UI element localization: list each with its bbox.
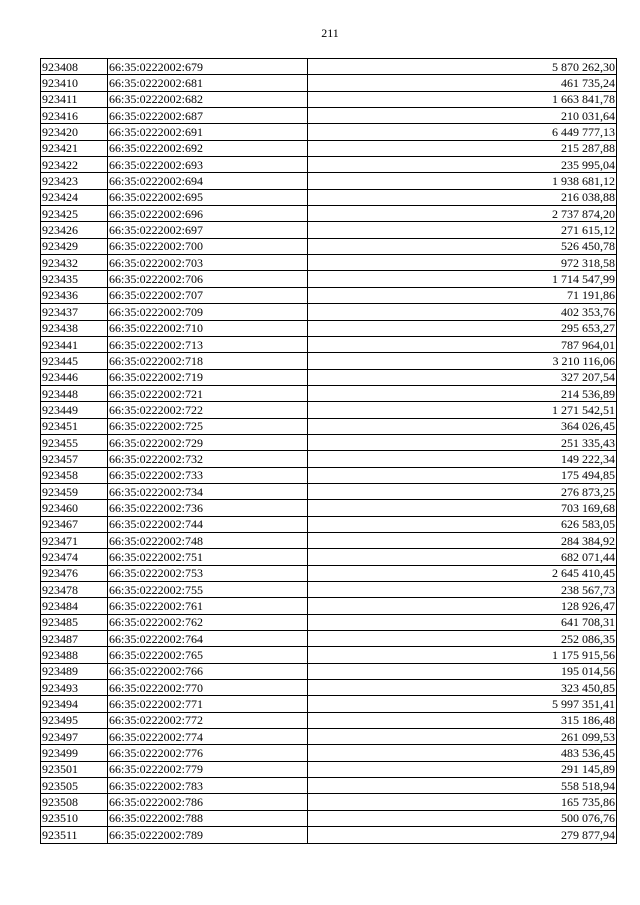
- cadastral-number-cell: 66:35:0222002:762: [108, 614, 308, 630]
- cadastral-number-cell: 66:35:0222002:771: [108, 696, 308, 712]
- value-cell: 216 038,88: [308, 189, 617, 205]
- value-cell: 6 449 777,13: [308, 124, 617, 140]
- table-row: [41, 647, 617, 663]
- row-id-cell: 923508: [41, 794, 108, 810]
- table-row: [41, 712, 617, 728]
- cadastral-number-cell: 66:35:0222002:687: [108, 108, 308, 124]
- value-cell: 500 076,76: [308, 810, 617, 826]
- value-cell: 327 207,54: [308, 369, 617, 385]
- row-id-cell: 923471: [41, 532, 108, 548]
- table-row: [41, 91, 617, 107]
- table-row: [41, 663, 617, 679]
- row-id-cell: 923451: [41, 418, 108, 434]
- row-id-cell: 923488: [41, 647, 108, 663]
- value-cell: 2 645 410,45: [308, 565, 617, 581]
- row-id-cell: 923511: [41, 827, 108, 843]
- table-row: [41, 140, 617, 156]
- cadastral-number-cell: 66:35:0222002:700: [108, 238, 308, 254]
- value-cell: 1 175 915,56: [308, 647, 617, 663]
- row-id-cell: 923422: [41, 157, 108, 173]
- table-row: [41, 369, 617, 385]
- cadastral-number-cell: 66:35:0222002:710: [108, 320, 308, 336]
- cadastral-number-cell: 66:35:0222002:770: [108, 680, 308, 696]
- table-row: [41, 434, 617, 450]
- table-row: [41, 124, 617, 140]
- value-cell: 1 714 547,99: [308, 271, 617, 287]
- value-cell: 149 222,34: [308, 451, 617, 467]
- value-cell: 3 210 116,06: [308, 353, 617, 369]
- row-id-cell: 923505: [41, 778, 108, 794]
- row-id-cell: 923448: [41, 385, 108, 401]
- value-cell: 483 536,45: [308, 745, 617, 761]
- table-row: [41, 206, 617, 222]
- cadastral-number-cell: 66:35:0222002:681: [108, 75, 308, 91]
- value-cell: 461 735,24: [308, 75, 617, 91]
- cadastral-number-cell: 66:35:0222002:736: [108, 500, 308, 516]
- value-cell: 972 318,58: [308, 255, 617, 271]
- row-id-cell: 923436: [41, 287, 108, 303]
- cadastral-number-cell: 66:35:0222002:713: [108, 336, 308, 352]
- table-row: [41, 467, 617, 483]
- row-id-cell: 923455: [41, 434, 108, 450]
- row-id-cell: 923420: [41, 124, 108, 140]
- cadastral-number-cell: 66:35:0222002:692: [108, 140, 308, 156]
- cadastral-number-cell: 66:35:0222002:729: [108, 434, 308, 450]
- row-id-cell: 923485: [41, 614, 108, 630]
- value-cell: 787 964,01: [308, 336, 617, 352]
- value-cell: 364 026,45: [308, 418, 617, 434]
- table-row: [41, 614, 617, 630]
- cadastral-number-cell: 66:35:0222002:706: [108, 271, 308, 287]
- table-row: [41, 353, 617, 369]
- value-cell: 703 169,68: [308, 500, 617, 516]
- row-id-cell: 923474: [41, 549, 108, 565]
- cadastral-number-cell: 66:35:0222002:691: [108, 124, 308, 140]
- value-cell: 175 494,85: [308, 467, 617, 483]
- value-cell: 238 567,73: [308, 582, 617, 598]
- value-cell: 5 870 262,30: [308, 59, 617, 75]
- value-cell: 235 995,04: [308, 157, 617, 173]
- value-cell: 214 536,89: [308, 385, 617, 401]
- cadastral-number-cell: 66:35:0222002:707: [108, 287, 308, 303]
- table-row: [41, 271, 617, 287]
- table-row: [41, 222, 617, 238]
- table-row: [41, 304, 617, 320]
- table-row: [41, 745, 617, 761]
- row-id-cell: 923425: [41, 206, 108, 222]
- cadastral-number-cell: 66:35:0222002:776: [108, 745, 308, 761]
- value-cell: 71 191,86: [308, 287, 617, 303]
- row-id-cell: 923489: [41, 663, 108, 679]
- table-row: [41, 238, 617, 254]
- value-cell: 526 450,78: [308, 238, 617, 254]
- cadastral-number-cell: 66:35:0222002:761: [108, 598, 308, 614]
- value-cell: 295 653,27: [308, 320, 617, 336]
- value-cell: 5 997 351,41: [308, 696, 617, 712]
- cadastral-number-cell: 66:35:0222002:751: [108, 549, 308, 565]
- table-row: [41, 532, 617, 548]
- value-cell: 291 145,89: [308, 761, 617, 777]
- table-row: [41, 336, 617, 352]
- table-row: [41, 565, 617, 581]
- table-row: [41, 810, 617, 826]
- table-row: [41, 680, 617, 696]
- row-id-cell: 923449: [41, 402, 108, 418]
- row-id-cell: 923478: [41, 582, 108, 598]
- table-body: [41, 59, 617, 844]
- value-cell: 284 384,92: [308, 532, 617, 548]
- cadastral-number-cell: 66:35:0222002:755: [108, 582, 308, 598]
- row-id-cell: 923459: [41, 483, 108, 499]
- value-cell: 165 735,86: [308, 794, 617, 810]
- value-cell: 1 663 841,78: [308, 91, 617, 107]
- table-row: [41, 483, 617, 499]
- row-id-cell: 923437: [41, 304, 108, 320]
- row-id-cell: 923421: [41, 140, 108, 156]
- value-cell: 279 877,94: [308, 827, 617, 843]
- cadastral-number-cell: 66:35:0222002:732: [108, 451, 308, 467]
- row-id-cell: 923445: [41, 353, 108, 369]
- value-cell: 128 926,47: [308, 598, 617, 614]
- cadastral-number-cell: 66:35:0222002:694: [108, 173, 308, 189]
- cadastral-number-cell: 66:35:0222002:764: [108, 631, 308, 647]
- row-id-cell: 923497: [41, 729, 108, 745]
- table-row: [41, 59, 617, 75]
- value-cell: 323 450,85: [308, 680, 617, 696]
- row-id-cell: 923429: [41, 238, 108, 254]
- cadastral-number-cell: 66:35:0222002:719: [108, 369, 308, 385]
- cadastral-number-cell: 66:35:0222002:722: [108, 402, 308, 418]
- value-cell: 195 014,56: [308, 663, 617, 679]
- table-row: [41, 451, 617, 467]
- value-cell: 558 518,94: [308, 778, 617, 794]
- cadastral-number-cell: 66:35:0222002:788: [108, 810, 308, 826]
- cadastral-number-cell: 66:35:0222002:725: [108, 418, 308, 434]
- row-id-cell: 923493: [41, 680, 108, 696]
- row-id-cell: 923467: [41, 516, 108, 532]
- table-row: [41, 108, 617, 124]
- table-row: [41, 173, 617, 189]
- row-id-cell: 923435: [41, 271, 108, 287]
- cadastral-number-cell: 66:35:0222002:695: [108, 189, 308, 205]
- table-row: [41, 189, 617, 205]
- cadastral-number-cell: 66:35:0222002:744: [108, 516, 308, 532]
- table-row: [41, 761, 617, 777]
- row-id-cell: 923416: [41, 108, 108, 124]
- row-id-cell: 923476: [41, 565, 108, 581]
- page-number: 211: [321, 26, 339, 40]
- cadastral-number-cell: 66:35:0222002:734: [108, 483, 308, 499]
- cadastral-number-cell: 66:35:0222002:721: [108, 385, 308, 401]
- cadastral-number-cell: 66:35:0222002:679: [108, 59, 308, 75]
- data-table: [40, 58, 617, 844]
- table-row: [41, 320, 617, 336]
- row-id-cell: 923487: [41, 631, 108, 647]
- value-cell: 261 099,53: [308, 729, 617, 745]
- table-row: [41, 598, 617, 614]
- row-id-cell: 923424: [41, 189, 108, 205]
- cadastral-number-cell: 66:35:0222002:703: [108, 255, 308, 271]
- row-id-cell: 923495: [41, 712, 108, 728]
- row-id-cell: 923446: [41, 369, 108, 385]
- cadastral-number-cell: 66:35:0222002:718: [108, 353, 308, 369]
- value-cell: 251 335,43: [308, 434, 617, 450]
- cadastral-number-cell: 66:35:0222002:783: [108, 778, 308, 794]
- row-id-cell: 923410: [41, 75, 108, 91]
- row-id-cell: 923460: [41, 500, 108, 516]
- table-row: [41, 778, 617, 794]
- row-id-cell: 923484: [41, 598, 108, 614]
- row-id-cell: 923438: [41, 320, 108, 336]
- row-id-cell: 923499: [41, 745, 108, 761]
- table-row: [41, 582, 617, 598]
- value-cell: 641 708,31: [308, 614, 617, 630]
- table-row: [41, 385, 617, 401]
- table-row: [41, 255, 617, 271]
- value-cell: 402 353,76: [308, 304, 617, 320]
- table-row: [41, 402, 617, 418]
- value-cell: 682 071,44: [308, 549, 617, 565]
- cadastral-number-cell: 66:35:0222002:774: [108, 729, 308, 745]
- cadastral-number-cell: 66:35:0222002:786: [108, 794, 308, 810]
- value-cell: 1 938 681,12: [308, 173, 617, 189]
- cadastral-number-cell: 66:35:0222002:753: [108, 565, 308, 581]
- cadastral-number-cell: 66:35:0222002:766: [108, 663, 308, 679]
- cadastral-number-cell: 66:35:0222002:696: [108, 206, 308, 222]
- row-id-cell: 923408: [41, 59, 108, 75]
- cadastral-number-cell: 66:35:0222002:709: [108, 304, 308, 320]
- row-id-cell: 923423: [41, 173, 108, 189]
- table-row: [41, 729, 617, 745]
- table-row: [41, 631, 617, 647]
- cadastral-number-cell: 66:35:0222002:772: [108, 712, 308, 728]
- table-row: [41, 75, 617, 91]
- cadastral-number-cell: 66:35:0222002:779: [108, 761, 308, 777]
- row-id-cell: 923501: [41, 761, 108, 777]
- row-id-cell: 923432: [41, 255, 108, 271]
- value-cell: 276 873,25: [308, 483, 617, 499]
- cadastral-number-cell: 66:35:0222002:682: [108, 91, 308, 107]
- value-cell: 2 737 874,20: [308, 206, 617, 222]
- cadastral-number-cell: 66:35:0222002:693: [108, 157, 308, 173]
- cadastral-number-cell: 66:35:0222002:789: [108, 827, 308, 843]
- table-row: [41, 794, 617, 810]
- row-id-cell: 923457: [41, 451, 108, 467]
- table-row: [41, 549, 617, 565]
- row-id-cell: 923411: [41, 91, 108, 107]
- value-cell: 210 031,64: [308, 108, 617, 124]
- cadastral-number-cell: 66:35:0222002:697: [108, 222, 308, 238]
- value-cell: 1 271 542,51: [308, 402, 617, 418]
- row-id-cell: 923426: [41, 222, 108, 238]
- table-row: [41, 516, 617, 532]
- row-id-cell: 923441: [41, 336, 108, 352]
- table-row: [41, 827, 617, 843]
- value-cell: 252 086,35: [308, 631, 617, 647]
- cadastral-number-cell: 66:35:0222002:748: [108, 532, 308, 548]
- cadastral-number-cell: 66:35:0222002:733: [108, 467, 308, 483]
- table-row: [41, 287, 617, 303]
- row-id-cell: 923510: [41, 810, 108, 826]
- table-row: [41, 500, 617, 516]
- value-cell: 271 615,12: [308, 222, 617, 238]
- value-cell: 626 583,05: [308, 516, 617, 532]
- table-row: [41, 157, 617, 173]
- value-cell: 215 287,88: [308, 140, 617, 156]
- cadastral-number-cell: 66:35:0222002:765: [108, 647, 308, 663]
- value-cell: 315 186,48: [308, 712, 617, 728]
- table-row: [41, 696, 617, 712]
- table-row: [41, 418, 617, 434]
- row-id-cell: 923494: [41, 696, 108, 712]
- row-id-cell: 923458: [41, 467, 108, 483]
